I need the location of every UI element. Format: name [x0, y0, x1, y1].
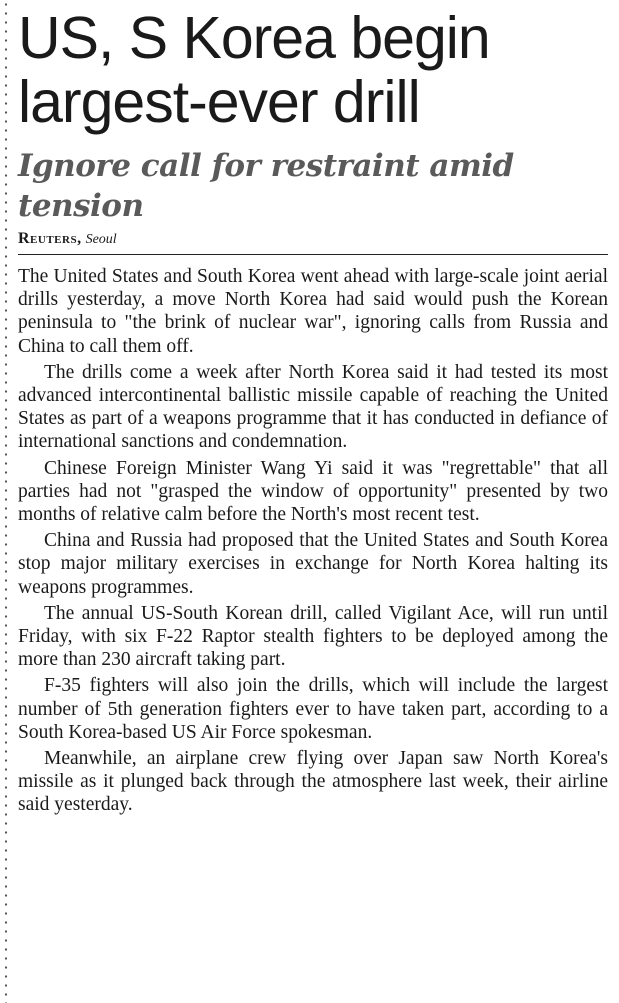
headline: US, S Korea begin largest-ever drill — [18, 5, 490, 135]
paragraph: The annual US-South Korean drill, called Vigilant Ace, will run until Friday, with six F-22 Raptor stealth fighters to be deployed among the more than 230 aircraft taking part. — [18, 602, 608, 671]
paragraph: F-35 fighters will also join the drills, which will include the largest number of 5th generation fighters ever to have taken part, according to a South Korea-based US Air Force spokesman. — [18, 675, 608, 743]
dotted-column-rule — [4, 0, 8, 1003]
paragraph: The United States and South Korea went ahead with large-scale joint aerial drills yesterday, a move North Korea had said would push the Korean peninsula to "the brink of nuclear war", ignoring calls from Russia and China to call them off. — [18, 266, 608, 357]
paragraph: Meanwhile, an airplane crew flying over Japan saw North Korea's missile as it plunged back through the atmosphere last week, their airline said yesterday. — [18, 748, 608, 816]
subheadline: Ignore call for restraint amid tension — [18, 148, 514, 224]
article-body — [18, 265, 608, 817]
byline — [18, 230, 608, 255]
news-article — [18, 6, 608, 820]
paragraph: Chinese Foreign Minister Wang Yi said it was "regrettable" that all parties had not "grasped the window of opportunity" presented by two months of relative calm before the North's most recent test. — [18, 457, 608, 526]
byline-agency: Reuters, — [18, 230, 82, 247]
byline-location: Seoul — [85, 232, 117, 247]
paragraph: China and Russia had proposed that the United States and South Korea stop major military exercises in exchange for North Korea halting its weapons programmes. — [18, 530, 608, 598]
paragraph: The drills come a week after North Korea said it had tested its most advanced intercontinental ballistic missile capable of reaching the United States as part of a weapons programme that it has conducted in defiance of international sanctions and condemnation. — [18, 361, 608, 453]
